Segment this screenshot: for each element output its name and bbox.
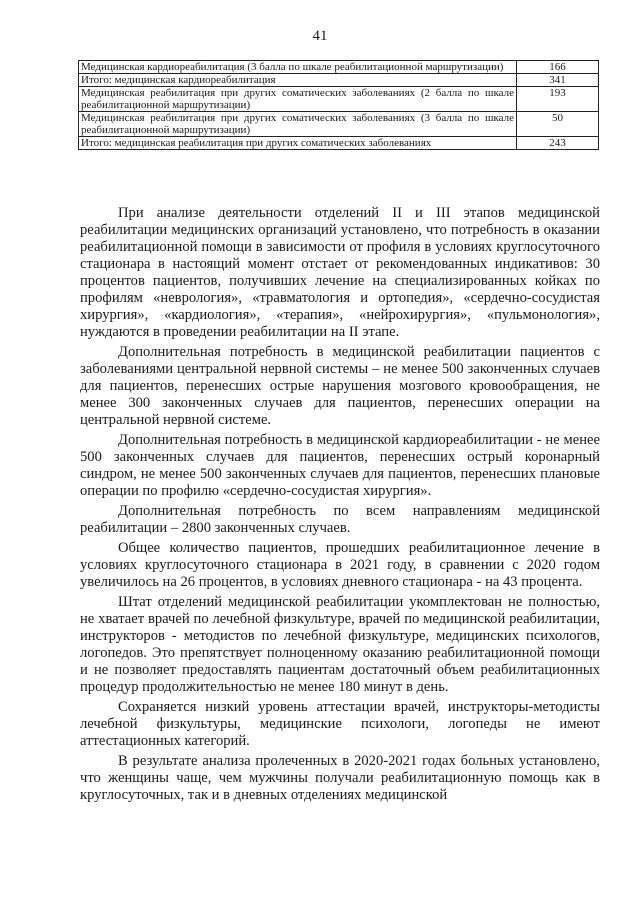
table-cell-label: Итого: медицинская кардиореабилитация: [79, 74, 517, 87]
table-cell-label: Медицинская кардиореабилитация (3 балла по шкале реабилитационной маршрутизации): [79, 61, 517, 74]
paragraph: При анализе деятельности отделений II и III этапов медицинской реабилитации медицинских организаций установлено, что потребность в оказании реабилитационной помощи в зависимости от профиля в условиях круглосуточного стационара в настоящий момент отстает от рекомендованных индикативов: 30 процентов пациентов, получивших лечение на специализированных койках по профилям «неврология», «травматология и ортопедия», «сердечно-сосудистая хирургия», «кардиология», «терапия», «нейрохирургия», «пульмонология», нуждаются в проведении реабилитации на II этапе.: [80, 205, 600, 340]
paragraph: В результате анализа пролеченных в 2020-2021 годах больных установлено, что женщины чаще, чем мужчины получали реабилитационную помощь как в круглосуточных, так и в дневных отделениях медицинской: [80, 753, 600, 803]
table-row: [79, 137, 599, 150]
page-number: 41: [312, 28, 328, 44]
table-cell-label: Медицинская реабилитация при других соматических заболеваниях (3 балла по шкале реабилитационной маршрутизации): [79, 112, 517, 137]
paragraph: Штат отделений медицинской реабилитации укомплектован не полностью, не хватает врачей по лечебной физкультуре, врачей по медицинской реабилитации, инструкторов - методистов по лечебной физкультуре, медицинских психологов, логопедов. Это препятствует полноценному оказанию реабилитационной помощи и не позволяет предоставлять пациентам достаточный объем реабилитационных процедур продолжительностью не менее 180 минут в день.: [80, 594, 600, 695]
table-cell-label: Медицинская реабилитация при других соматических заболеваниях (2 балла по шкале реабилитационной маршрутизации): [79, 87, 517, 112]
table-cell-value: 166: [517, 61, 599, 74]
table-row: [79, 112, 599, 137]
table-cell-value: 243: [517, 137, 599, 150]
table-cell-value: 193: [517, 87, 599, 112]
table-cell-label: Итого: медицинская реабилитация при других соматических заболеваниях: [79, 137, 517, 150]
paragraph: Дополнительная потребность в медицинской кардиореабилитации - не менее 500 законченных случаев для пациентов, перенесших острый коронарный синдром, не менее 500 законченных случаев для пациентов, перенесших плановые операции по профилю «сердечно-сосудистая хирургия».: [80, 432, 600, 499]
table-row: [79, 61, 599, 74]
paragraph: Общее количество пациентов, прошедших реабилитационное лечение в условиях круглосуточного стационара в 2021 году, в сравнении с 2020 годом увеличилось на 26 процентов, в условиях дневного стационара - на 43 процента.: [80, 540, 600, 590]
paragraph: Сохраняется низкий уровень аттестации врачей, инструкторы-методисты лечебной физкультуры, медицинские психологи, логопеды не имеют аттестационных категорий.: [80, 699, 600, 749]
paragraph: Дополнительная потребность по всем направлениям медицинской реабилитации – 2800 законченных случаев.: [80, 503, 600, 536]
table-cell-value: 341: [517, 74, 599, 87]
table-cell-value: 50: [517, 112, 599, 137]
paragraph: Дополнительная потребность в медицинской реабилитации пациентов с заболеваниями центральной нервной системы – не менее 500 законченных случаев для пациентов, перенесших острые нарушения мозгового кровообращения, не менее 300 законченных случаев для пациентов, перенесших операции на центральной нервной системе.: [80, 344, 600, 428]
body-text: [80, 205, 600, 807]
table-row: [79, 74, 599, 87]
statistics-table: [78, 60, 599, 150]
table-row: [79, 87, 599, 112]
